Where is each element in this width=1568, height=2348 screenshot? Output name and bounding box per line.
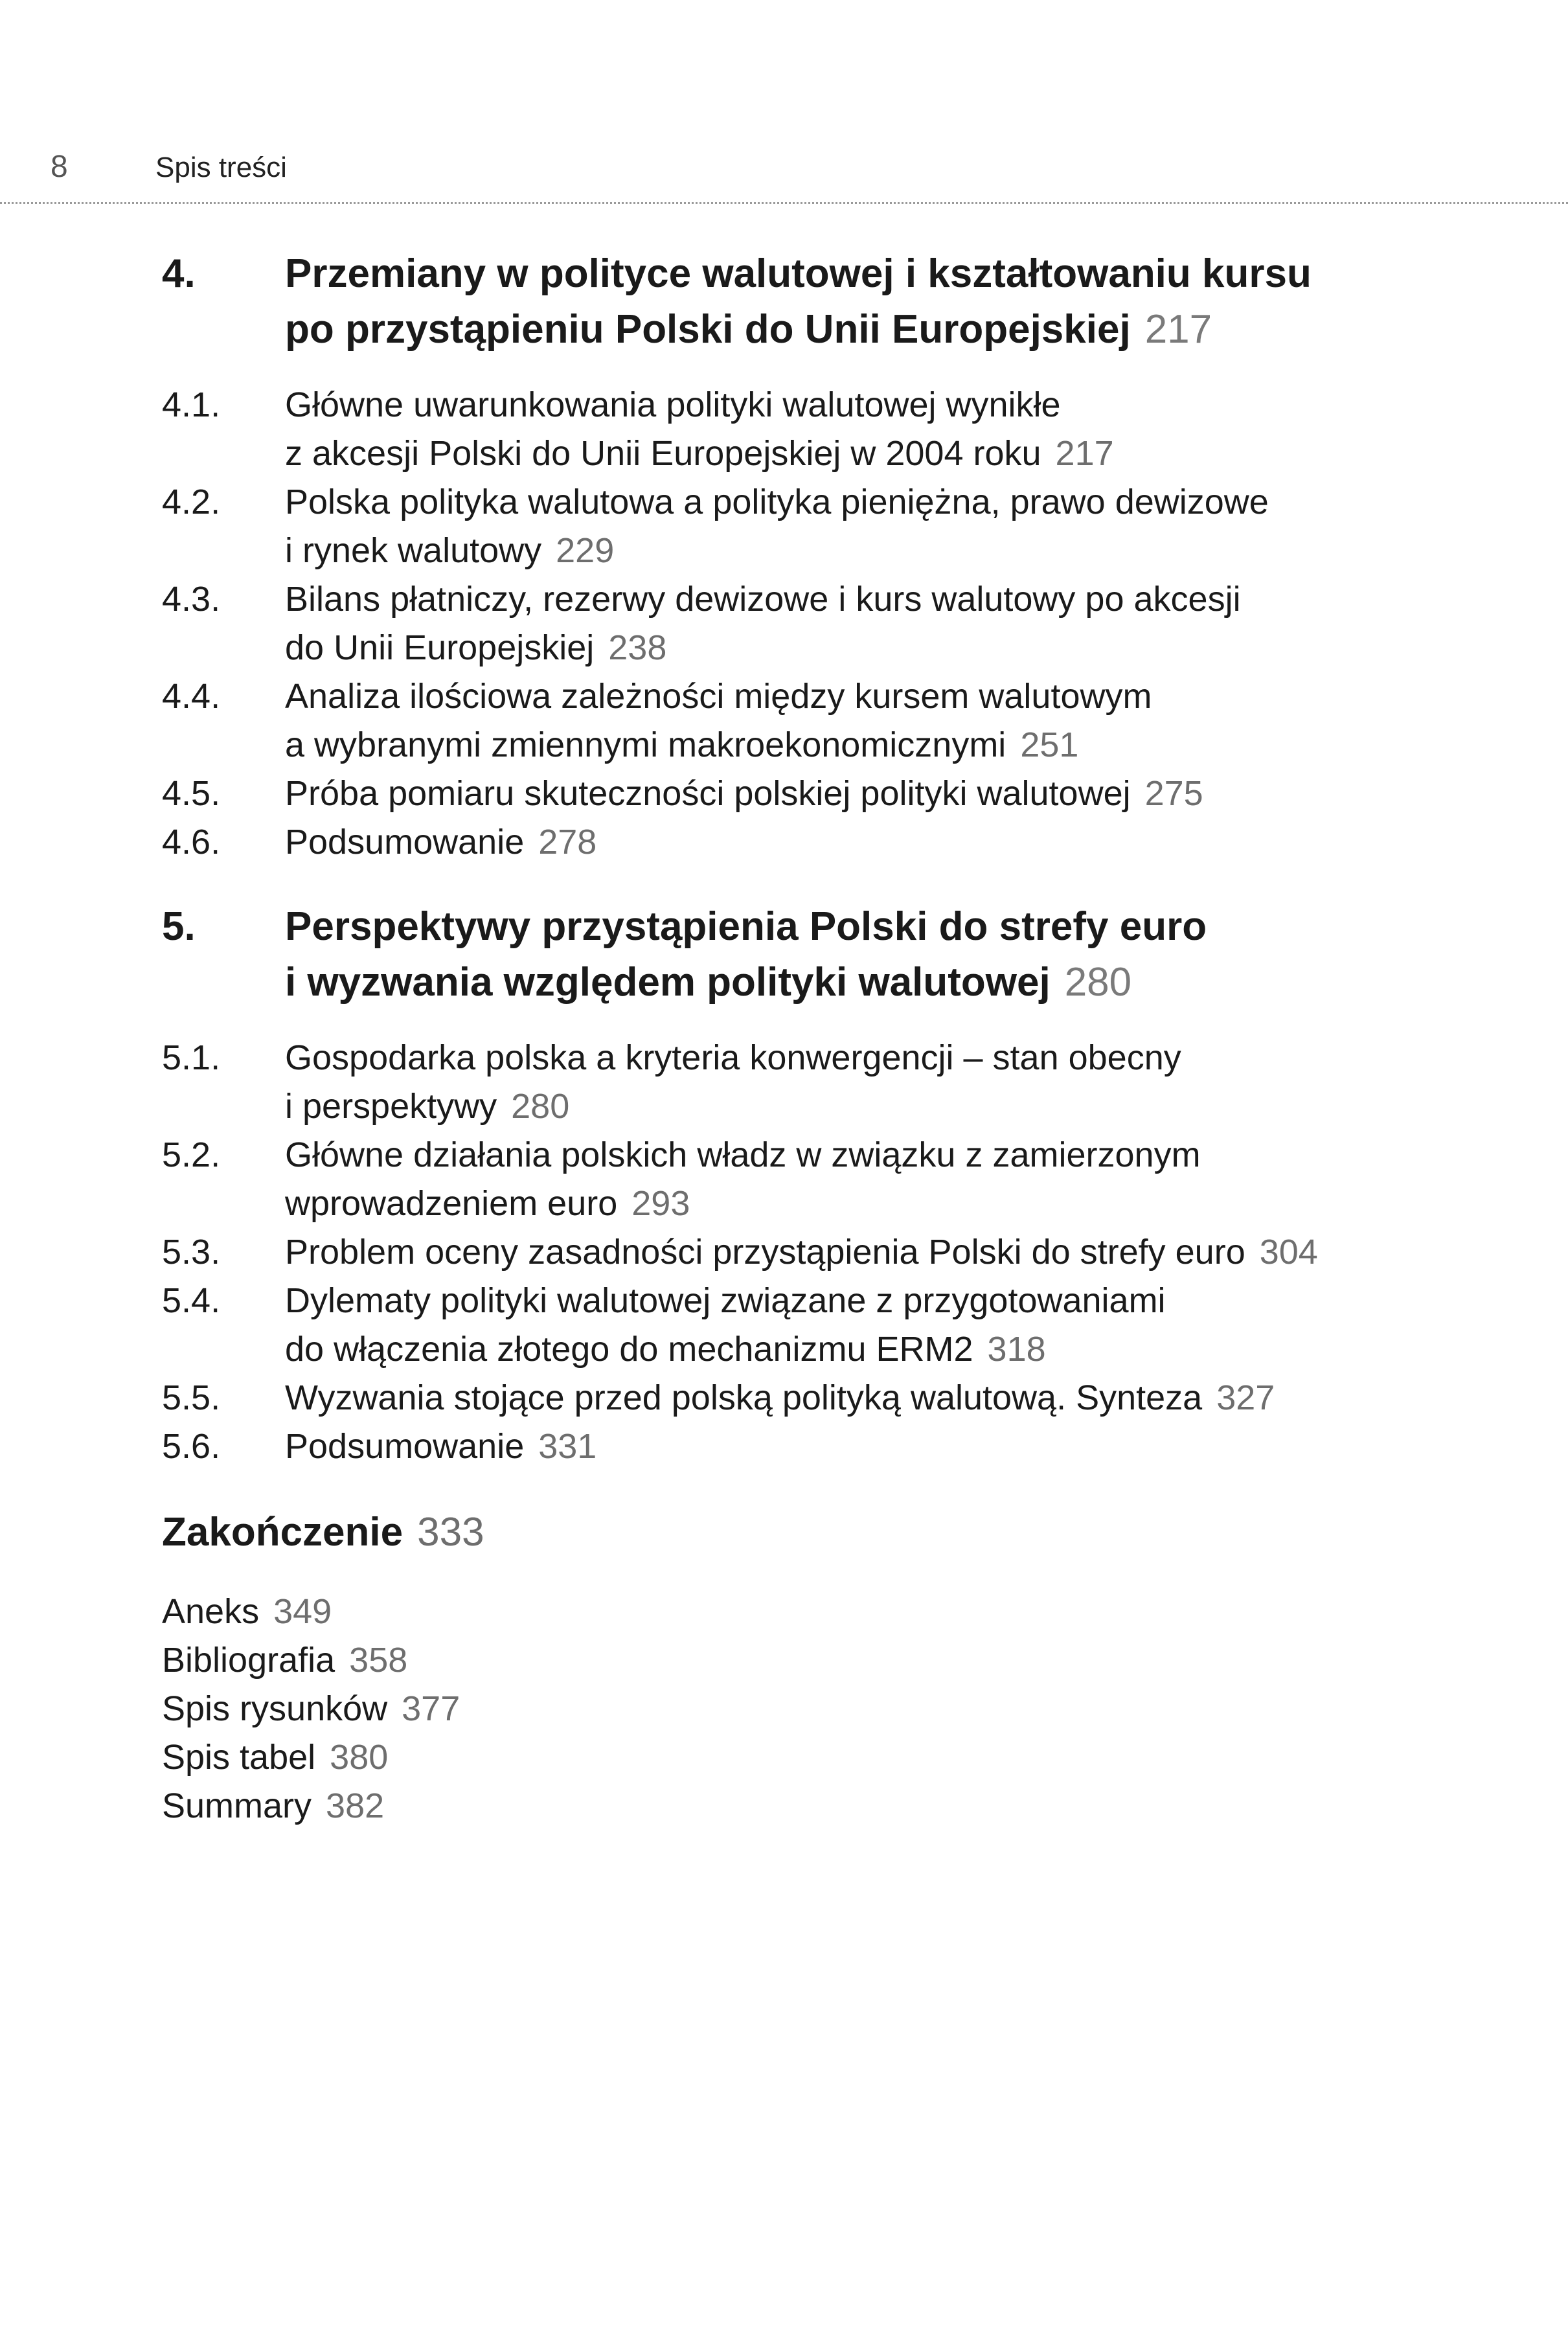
section-number: 5.6. bbox=[162, 1427, 221, 1466]
section-number: 4.3. bbox=[162, 580, 221, 619]
toc-entry bbox=[162, 1277, 1392, 1374]
section-title-line: Podsumowanie bbox=[285, 1427, 525, 1466]
section-title-line: do włączenia złotego do mechanizmu ERM2 bbox=[285, 1330, 973, 1369]
back-matter-title: Bibliografia bbox=[162, 1641, 335, 1680]
page-header bbox=[0, 149, 1568, 214]
toc-entry bbox=[162, 1228, 1392, 1277]
section-title-line: Analiza ilościowa zależności między kursem walutowym bbox=[285, 677, 1152, 716]
back-matter-page-number: 380 bbox=[330, 1738, 389, 1777]
section-title-line: Gospodarka polska a kryteria konwergencji – stan obecny bbox=[285, 1038, 1181, 1077]
section-title-line: Dylematy polityki walutowej związane z przygotowaniami bbox=[285, 1281, 1166, 1320]
chapter-4-block bbox=[162, 246, 1392, 867]
closing-title: Zakończenie bbox=[162, 1510, 403, 1555]
section-title-line: Główne działania polskich władz w związku z zamierzonym bbox=[285, 1135, 1201, 1174]
toc-entry bbox=[162, 575, 1392, 672]
section-page-number: 217 bbox=[1055, 434, 1114, 473]
toc-entry bbox=[162, 1422, 1392, 1471]
chapter-title-line: i wyzwania względem polityki walutowej bbox=[285, 960, 1051, 1005]
section-title-line: Próba pomiaru skuteczności polskiej polityki walutowej bbox=[285, 774, 1131, 813]
back-matter-title: Spis tabel bbox=[162, 1738, 316, 1777]
chapter-number: 4. bbox=[162, 251, 196, 296]
closing-page-number: 333 bbox=[417, 1510, 484, 1555]
toc-entry bbox=[162, 1374, 1392, 1422]
section-page-number: 331 bbox=[538, 1427, 597, 1466]
section-title-line: i perspektywy bbox=[285, 1087, 497, 1126]
section-page-number: 293 bbox=[631, 1184, 690, 1223]
header-divider bbox=[0, 202, 1568, 204]
section-page-number: 251 bbox=[1020, 725, 1079, 764]
page-number: 8 bbox=[51, 150, 68, 184]
chapter-page-number: 280 bbox=[1064, 960, 1132, 1005]
back-matter-page-number: 349 bbox=[273, 1592, 332, 1631]
chapter-page-number: 217 bbox=[1144, 307, 1212, 352]
toc-entry bbox=[162, 478, 1392, 575]
toc-entry bbox=[162, 1131, 1392, 1228]
list-item bbox=[162, 1588, 1392, 1636]
section-number: 4.5. bbox=[162, 774, 221, 813]
section-title-line: Wyzwania stojące przed polską polityką walutową. Synteza bbox=[285, 1378, 1203, 1417]
section-title-line: Podsumowanie bbox=[285, 823, 525, 861]
chapter-heading bbox=[162, 899, 1392, 1010]
section-page-number: 238 bbox=[608, 628, 667, 667]
section-title-line: do Unii Europejskiej bbox=[285, 628, 595, 667]
chapter-heading bbox=[162, 246, 1392, 358]
section-title-line: Problem oceny zasadności przystąpienia Polski do strefy euro bbox=[285, 1233, 1245, 1271]
back-matter-title: Spis rysunków bbox=[162, 1689, 388, 1728]
section-title-line: Bilans płatniczy, rezerwy dewizowe i kurs walutowy po akcesji bbox=[285, 580, 1241, 619]
section-number: 4.4. bbox=[162, 677, 221, 716]
section-page-number: 304 bbox=[1259, 1233, 1318, 1271]
toc-entry bbox=[162, 1034, 1392, 1131]
section-title-line: wprowadzeniem euro bbox=[285, 1184, 618, 1223]
chapter-title-line: Perspektywy przystąpienia Polski do strefy euro bbox=[285, 904, 1207, 949]
section-title-line: i rynek walutowy bbox=[285, 531, 542, 570]
chapter-number: 5. bbox=[162, 904, 196, 949]
chapter-title-line: po przystąpieniu Polski do Unii Europejskiej bbox=[285, 307, 1131, 352]
closing-heading bbox=[162, 1503, 1392, 1562]
back-matter-page-number: 358 bbox=[349, 1641, 408, 1680]
section-number: 4.2. bbox=[162, 483, 221, 521]
list-item bbox=[162, 1782, 1392, 1830]
back-matter-list bbox=[162, 1588, 1392, 1830]
section-page-number: 275 bbox=[1144, 774, 1203, 813]
section-number: 4.1. bbox=[162, 385, 221, 424]
section-title-line: a wybranymi zmiennymi makroekonomicznymi bbox=[285, 725, 1006, 764]
section-number: 5.5. bbox=[162, 1378, 221, 1417]
toc-entry bbox=[162, 769, 1392, 818]
back-matter-page-number: 382 bbox=[326, 1786, 385, 1825]
list-item bbox=[162, 1685, 1392, 1733]
back-matter-title: Aneks bbox=[162, 1592, 260, 1631]
section-page-number: 280 bbox=[511, 1087, 570, 1126]
toc-entry bbox=[162, 672, 1392, 769]
table-of-contents bbox=[162, 246, 1392, 1830]
section-number: 5.1. bbox=[162, 1038, 221, 1077]
section-title-line: z akcesji Polski do Unii Europejskiej w 2004 roku bbox=[285, 434, 1041, 473]
section-number: 5.4. bbox=[162, 1281, 221, 1320]
running-title: Spis treści bbox=[155, 152, 287, 183]
section-title-line: Polska polityka walutowa a polityka pieniężna, prawo dewizowe bbox=[285, 483, 1269, 521]
toc-entry bbox=[162, 381, 1392, 478]
chapter-5-block bbox=[162, 899, 1392, 1471]
list-item bbox=[162, 1733, 1392, 1782]
section-title-line: Główne uwarunkowania polityki walutowej wynikłe bbox=[285, 385, 1061, 424]
back-matter-page-number: 377 bbox=[402, 1689, 460, 1728]
section-page-number: 318 bbox=[987, 1330, 1046, 1369]
section-page-number: 278 bbox=[538, 823, 597, 861]
chapter-title-line: Przemiany w polityce walutowej i kształtowaniu kursu bbox=[285, 251, 1312, 296]
section-number: 4.6. bbox=[162, 823, 221, 861]
toc-entry bbox=[162, 818, 1392, 867]
section-number: 5.2. bbox=[162, 1135, 221, 1174]
list-item bbox=[162, 1636, 1392, 1685]
section-page-number: 229 bbox=[556, 531, 615, 570]
section-page-number: 327 bbox=[1216, 1378, 1275, 1417]
back-matter-title: Summary bbox=[162, 1786, 312, 1825]
section-number: 5.3. bbox=[162, 1233, 221, 1271]
